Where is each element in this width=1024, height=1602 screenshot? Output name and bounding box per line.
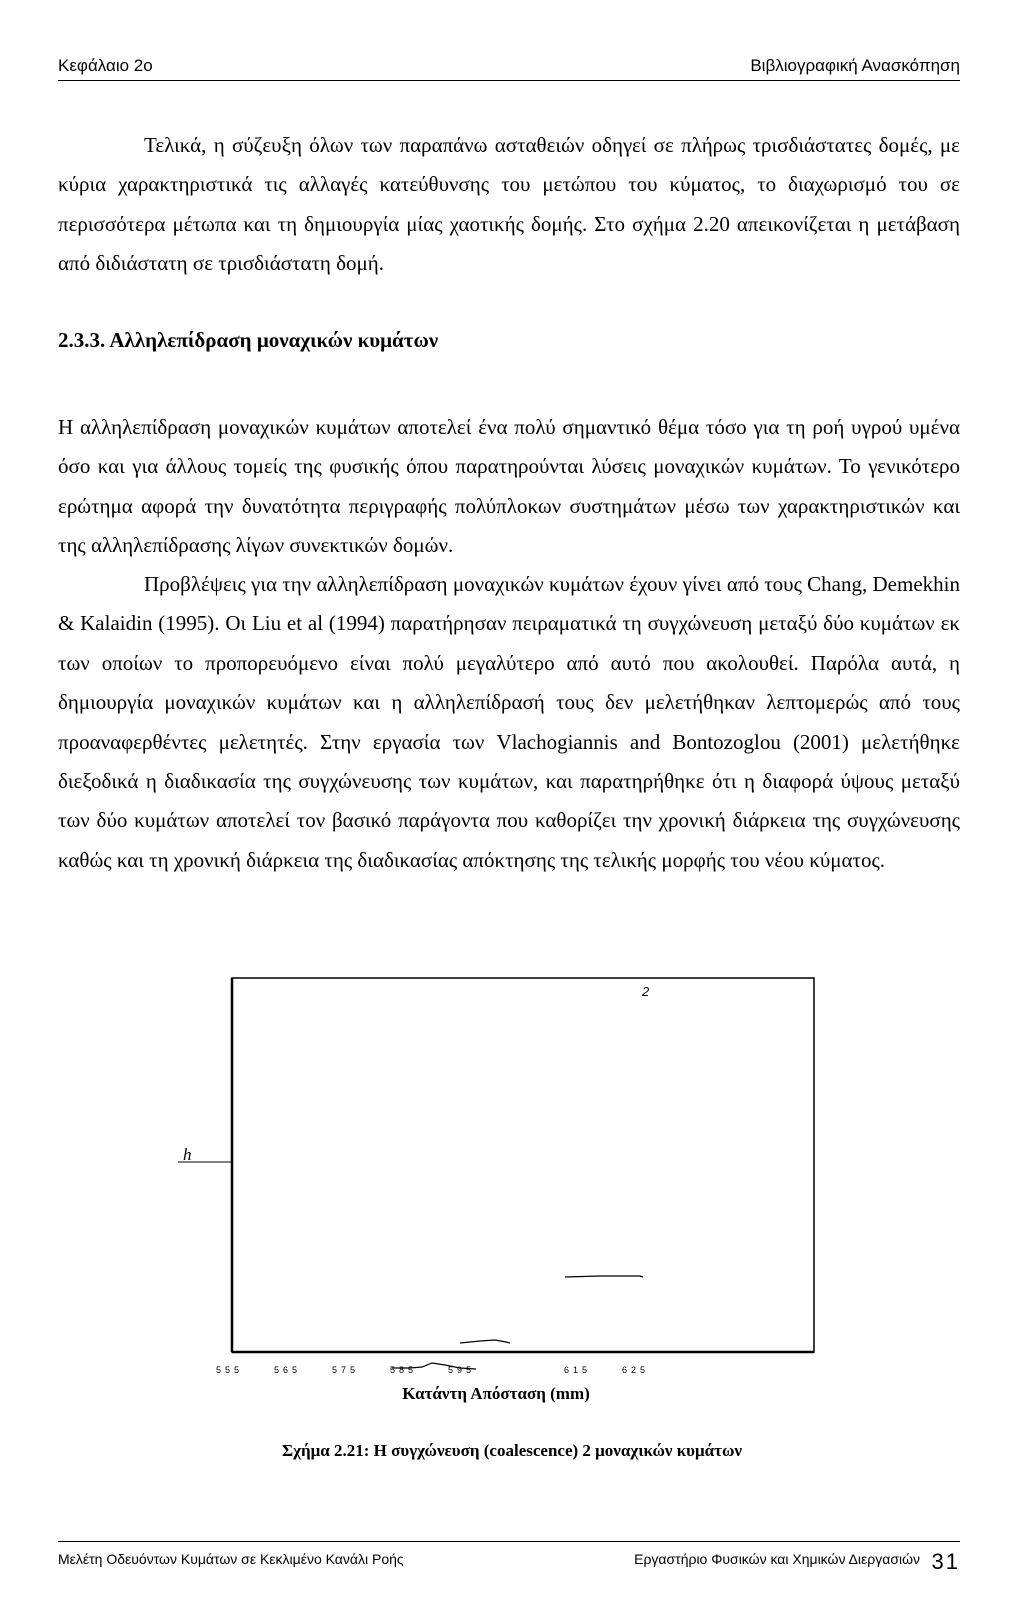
lab-name: Εργαστήριο Φυσικών και Χημικών Διεργασιών — [634, 1551, 920, 1567]
x-axis-label: Κατάντη Απόσταση (mm) — [402, 1384, 590, 1403]
body-paragraph-1: Η αλληλεπίδραση μοναχικών κυμάτων αποτελεί ένα πολύ σημαντικό θέμα τόσο για τη ροή υγρού υμένα όσο και για άλλους τομείς της φυσικής όπου παρατηρούνται λύσεις μοναχικών κυμάτων. Το γενικότερο ερώτημα αφορά την δυνατότητα περιγραφής πολύπλοκων συστημάτων μέσω των χαρακτηριστικών και της αλληλεπίδρασης λίγων συνεκτικών δομών. — [58, 415, 960, 558]
running-footer — [58, 1545, 960, 1579]
plot-frame — [232, 978, 814, 1352]
body-paragraph-2: Προβλέψεις για την αλληλεπίδραση μοναχικών κυμάτων έχουν γίνει από τους Chang, Demekhin & Kalaidin (1995). Οι Liu et al (1994) παρατήρησαν πειραματικά τη συγχώνευση μεταξύ δύο κυμάτων εκ των οποίων το προπορευόμενο είναι πολύ μεγαλύτερο από αυτό που ακολουθεί. Παρόλα αυτά, η δημιουργία μοναχικών κυμάτων και η αλληλεπίδρασή τους δεν μελετήθηκαν λεπτομερώς από τους προαναφερθέντες μελετητές. Στην εργασία των Vlachogiannis and Bontozoglou (2001) μελετήθηκε διεξοδικά η διαδικασία της συγχώνευσης των κυμάτων, και παρατηρήθηκε ότι η διαφορά ύψους μεταξύ των δύο κυμάτων αποτελεί τον βασικό παράγοντα που καθορίζει την χρονική διάρκεια της συγχώνευσης καθώς και τη χρονική διάρκεια της διαδικασίας απόκτησης της τελικής μορφής του νέου κύματος. — [58, 572, 960, 872]
figure-wave-coalescence — [170, 972, 870, 1403]
x-tick-label: 595 — [448, 1365, 476, 1375]
x-tick-label: 615 — [564, 1365, 592, 1375]
wave-trace-upper — [565, 1276, 643, 1277]
page-number: 31 — [931, 1549, 960, 1574]
header-rule — [58, 80, 960, 81]
curve-label: 2 — [642, 984, 650, 999]
running-header — [58, 56, 960, 82]
figure-plot — [170, 972, 870, 1392]
x-tick-label: 575 — [332, 1365, 360, 1375]
section-heading: 2.3.3. Αλληλεπίδραση μοναχικών κυμάτων — [58, 328, 439, 352]
y-axis-label: h — [183, 1145, 192, 1164]
x-tick-label: 585 — [390, 1365, 418, 1375]
x-tick-label: 565 — [274, 1365, 302, 1375]
x-tick-label: 625 — [622, 1365, 650, 1375]
thesis-title: Μελέτη Οδευόντων Κυμάτων σε Κεκλιμένο Κανάλι Ροής — [58, 1551, 404, 1567]
figure-caption: Σχήμα 2.21: Η συγχώνευση (coalescence) 2 μοναχικών κυμάτων — [282, 1441, 742, 1460]
wave-trace-middle — [460, 1340, 510, 1343]
intro-paragraph: Τελικά, η σύζευξη όλων των παραπάνω ασταθειών οδηγεί σε πλήρως τρισδιάστατες δομές, με κύρια χαρακτηριστικά τις αλλαγές κατεύθυνσης του μετώπου του κύματος, το διαχωρισμό του σε περισσότερα μέτωπα και τη δημιουργία μίας χαοτικής δομής. Στο σχήμα 2.20 απεικονίζεται η μετάβαση από διδιάστατη σε τρισδιάστατη δομή. — [58, 133, 960, 276]
section-label: Βιβλιογραφική Ανασκόπηση — [750, 56, 960, 75]
chapter-label: Κεφάλαιο 2ο — [58, 56, 153, 75]
x-tick-label: 555 — [216, 1365, 244, 1375]
footer-rule — [58, 1541, 960, 1542]
